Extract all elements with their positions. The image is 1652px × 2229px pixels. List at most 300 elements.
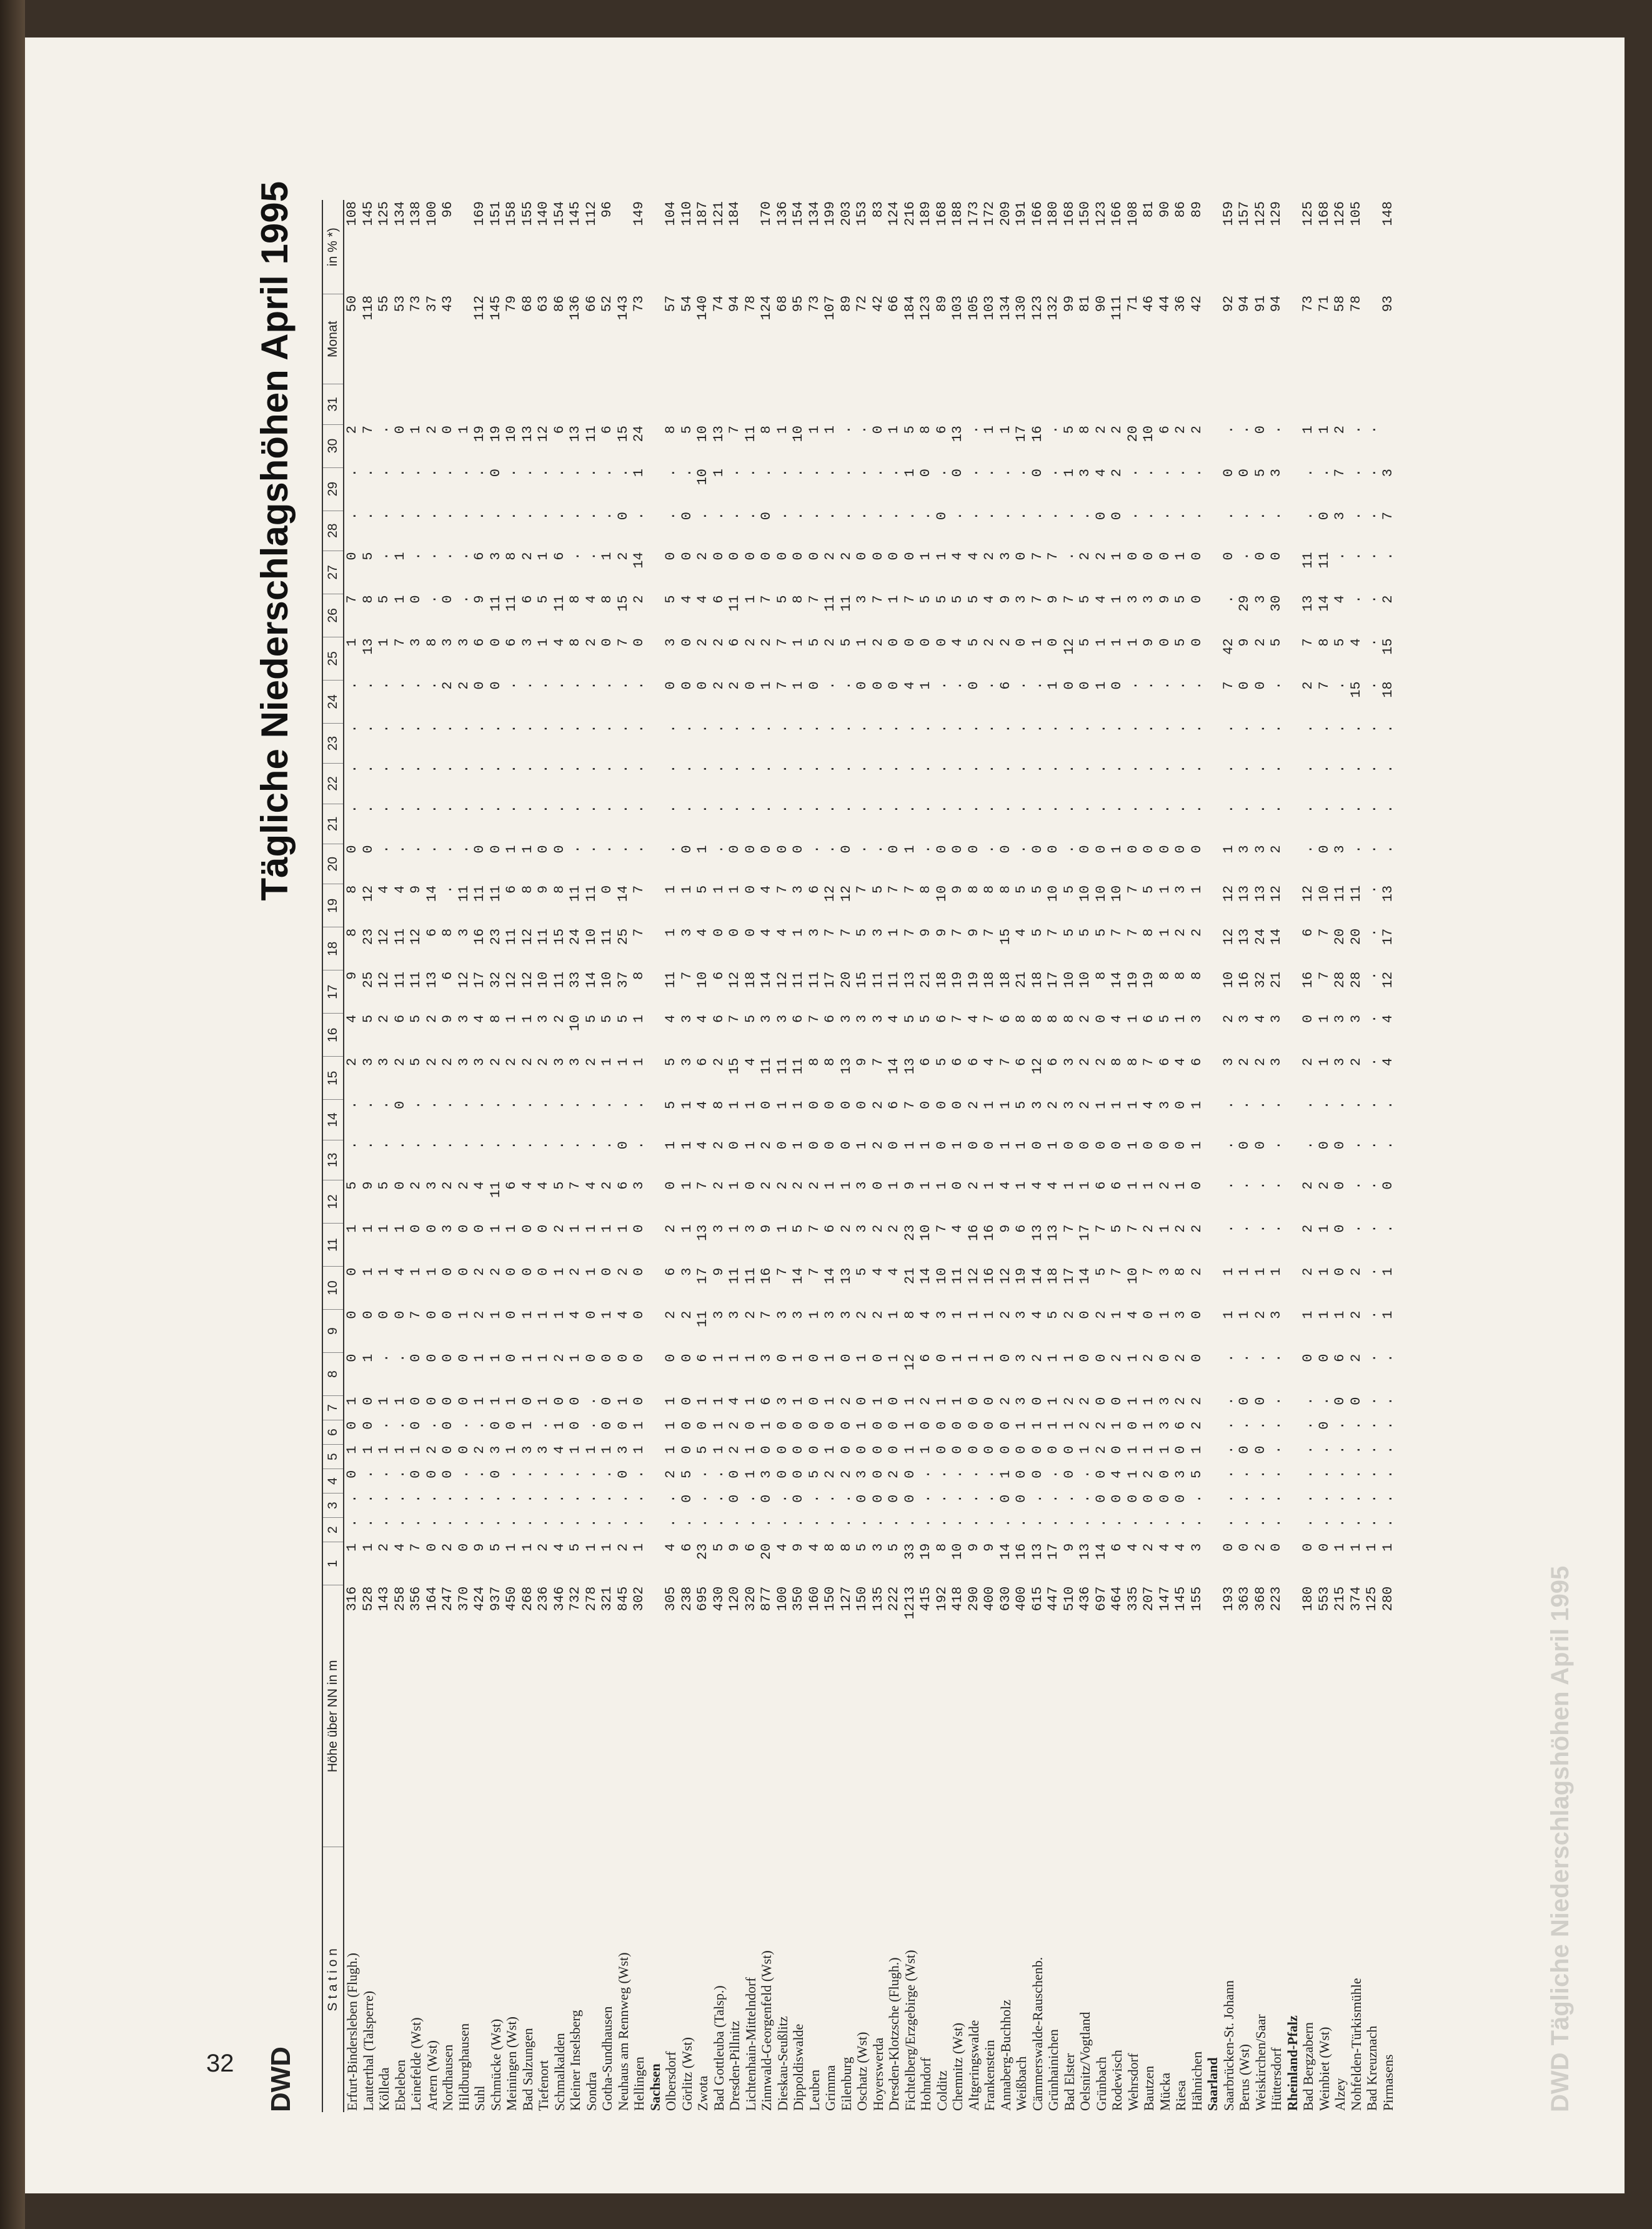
station-name: Sondra	[583, 2072, 599, 2111]
day-value: .	[567, 1141, 584, 1150]
day-value: .	[1173, 1518, 1189, 1527]
day-value: .	[424, 845, 440, 854]
day-value: 0	[615, 512, 631, 521]
day-value: 0	[583, 1310, 599, 1319]
day-value: 1	[1316, 426, 1332, 434]
day-value: .	[551, 1518, 567, 1527]
day-value: 1	[1013, 1421, 1030, 1430]
col-day-25: 25	[322, 637, 344, 680]
day-value: 1	[519, 1310, 535, 1319]
day-value: .	[1013, 764, 1030, 773]
day-value: 0	[615, 1141, 631, 1150]
day-value: 0	[487, 638, 504, 647]
day-value: 5	[695, 885, 711, 894]
day-value	[1205, 467, 1221, 511]
day-value	[647, 467, 664, 511]
day-value: .	[1364, 1518, 1380, 1527]
day-value: 7	[567, 1181, 584, 1190]
day-value: .	[870, 845, 886, 854]
day-value: 2	[1141, 1354, 1157, 1362]
day-value: .	[870, 805, 886, 814]
day-value	[966, 384, 982, 424]
day-value: 2	[1045, 1100, 1062, 1110]
station-name: Frankenstein	[982, 2040, 998, 2111]
day-value: .	[583, 1141, 599, 1150]
day-value: 8	[440, 928, 456, 937]
day-value: 2	[886, 1470, 902, 1479]
day-value: 14	[886, 1057, 902, 1075]
day-value: .	[1300, 1141, 1316, 1150]
day-value: 1	[1348, 1543, 1364, 1552]
day-value: 5	[965, 595, 982, 604]
day-value: 11	[583, 426, 599, 442]
day-value	[790, 384, 807, 424]
day-value: 3	[1157, 1397, 1173, 1405]
day-value: .	[487, 1141, 504, 1150]
day-value: .	[1125, 512, 1141, 521]
day-value: 10	[695, 426, 711, 442]
day-value: 1	[360, 1267, 376, 1276]
day-value: 0	[679, 681, 695, 690]
col-day-2: 2	[322, 1518, 344, 1542]
day-value: 23	[902, 1224, 918, 1241]
day-value: 2	[440, 1181, 456, 1190]
day-value: 16	[1237, 971, 1253, 989]
day-value: .	[1029, 681, 1045, 690]
day-value: 11	[408, 971, 424, 989]
day-value: 1	[1316, 1224, 1332, 1233]
day-value: 12	[822, 885, 838, 902]
day-value: .	[1364, 1421, 1380, 1430]
day-value: 13	[567, 426, 584, 442]
day-value: .	[376, 512, 392, 521]
day-value: 0	[806, 1445, 822, 1454]
day-value: 2	[1316, 1181, 1332, 1190]
month-total: 112	[472, 295, 488, 321]
day-value: 3	[774, 1014, 790, 1024]
day-value: .	[631, 724, 647, 733]
day-value: 8	[1157, 971, 1173, 980]
day-value: 13	[902, 971, 918, 989]
day-value: 0	[344, 1470, 361, 1479]
month-total: 140	[695, 295, 711, 321]
day-value: .	[1061, 512, 1077, 521]
day-value: .	[440, 1494, 456, 1503]
day-value: 0	[535, 1267, 552, 1276]
day-value: 7	[997, 1057, 1013, 1067]
col-day-30: 30	[322, 424, 344, 467]
day-value: 16	[1013, 1543, 1030, 1560]
day-value	[1253, 384, 1269, 424]
day-value: 1	[710, 885, 727, 894]
day-value: 1	[360, 1354, 376, 1362]
day-value: .	[918, 1494, 934, 1503]
day-value: .	[1045, 724, 1062, 733]
day-value: .	[1077, 805, 1093, 814]
day-value: 1	[487, 1310, 504, 1319]
day-value: .	[710, 724, 727, 733]
day-value: .	[551, 1100, 567, 1110]
day-value: .	[1268, 805, 1285, 814]
day-value: 2	[1093, 1421, 1109, 1430]
day-value: 0	[599, 885, 615, 894]
percent-value: 168	[1316, 201, 1332, 226]
day-value: .	[774, 1494, 790, 1503]
day-value: 3	[774, 1310, 790, 1319]
day-value: 0	[759, 1445, 775, 1454]
day-value: 1	[918, 1141, 934, 1150]
month-total: 81	[1077, 295, 1093, 312]
day-value: 1	[1109, 845, 1125, 854]
day-value: .	[1364, 1354, 1380, 1362]
day-value: 20	[1348, 928, 1364, 945]
day-value: .	[759, 1518, 775, 1527]
day-value: 1	[1045, 681, 1062, 690]
day-value: .	[1348, 1181, 1364, 1190]
day-value: 6	[551, 552, 567, 561]
station-height: 215	[1332, 1586, 1348, 1612]
day-value: 0	[742, 885, 759, 894]
table-row	[567, 200, 584, 2112]
day-value: 8	[1061, 1014, 1077, 1024]
day-value: .	[1220, 1397, 1237, 1405]
day-value: 11	[774, 1057, 790, 1075]
day-value: 5	[1077, 928, 1093, 937]
day-value: 9	[759, 1224, 775, 1233]
day-value: 2	[519, 1057, 535, 1067]
day-value: 5	[1268, 638, 1285, 647]
day-value: 7	[822, 928, 838, 937]
percent-value: 145	[567, 201, 584, 226]
day-value: .	[1300, 1100, 1316, 1110]
day-value: 2	[1093, 1445, 1109, 1454]
day-value: 0	[997, 1445, 1013, 1454]
day-value: 10	[1220, 971, 1237, 989]
day-value: 2	[376, 1543, 392, 1552]
day-value: 3	[1332, 512, 1348, 521]
day-value: 0	[455, 1445, 472, 1454]
day-value: 8	[424, 638, 440, 647]
day-value: 6	[933, 426, 950, 434]
table-row	[1268, 200, 1285, 2112]
day-value: 0	[615, 1354, 631, 1362]
station-height: 321	[599, 1586, 615, 1612]
day-value: 24	[567, 928, 584, 945]
day-value: 1	[344, 1397, 361, 1405]
station-height: 464	[1109, 1586, 1125, 1612]
day-value: 2	[1173, 928, 1189, 937]
day-value: .	[663, 805, 679, 814]
station-name: Annaberg-Buchholz	[997, 2000, 1013, 2111]
day-value: 0	[1157, 638, 1173, 647]
day-value: .	[742, 724, 759, 733]
day-value: .	[408, 469, 424, 477]
day-value: 0	[1013, 1494, 1030, 1503]
day-value	[647, 1445, 664, 1469]
day-value: .	[408, 512, 424, 521]
day-value: 1	[1173, 552, 1189, 561]
day-value: 2	[806, 1181, 822, 1190]
day-value: 0	[1237, 1543, 1253, 1552]
day-value: 1	[806, 426, 822, 434]
day-value: 9	[472, 595, 488, 604]
day-value: .	[1300, 845, 1316, 854]
day-value: .	[551, 1141, 567, 1150]
day-value: 11	[759, 1057, 775, 1075]
day-value: 14	[615, 885, 631, 902]
day-value: 12	[838, 885, 854, 902]
day-value: .	[982, 681, 998, 690]
day-value: 7	[1380, 512, 1396, 521]
station-name: Leinefelde (Wst)	[408, 2017, 424, 2111]
day-value	[504, 384, 520, 424]
day-value: .	[360, 1470, 376, 1479]
station-name: Grünhainichen	[1045, 2029, 1062, 2111]
day-value: .	[615, 764, 631, 773]
station-height: 268	[519, 1586, 535, 1612]
day-value: 4	[1045, 1181, 1062, 1190]
day-value: 30	[1268, 595, 1285, 612]
percent-value: 89	[1188, 201, 1205, 218]
day-value: 11	[551, 595, 567, 612]
day-value: 3	[1125, 595, 1141, 604]
day-value: 4	[870, 1267, 886, 1276]
day-value: .	[997, 724, 1013, 733]
day-value: 1	[950, 1310, 966, 1319]
day-value: 1	[1332, 1310, 1348, 1319]
day-value: 0	[886, 845, 902, 854]
day-value: 13	[1380, 885, 1396, 902]
day-value: 25	[615, 928, 631, 945]
day-value: .	[790, 724, 807, 733]
station-height: 290	[965, 1586, 982, 1612]
day-value: 0	[918, 638, 934, 647]
day-value: .	[1188, 724, 1205, 733]
day-value	[1189, 384, 1205, 424]
day-value: .	[742, 764, 759, 773]
day-value: .	[360, 724, 376, 733]
day-value: 0	[472, 1224, 488, 1233]
day-value	[408, 384, 424, 424]
day-value: .	[950, 1494, 966, 1503]
table-row	[934, 200, 950, 2112]
day-value: .	[1300, 1494, 1316, 1503]
day-value: 1	[679, 1100, 695, 1110]
day-value: 2	[710, 1057, 727, 1067]
day-value: 5	[551, 1181, 567, 1190]
day-value: .	[695, 512, 711, 521]
table-row	[1237, 200, 1253, 2112]
percent-value: 83	[870, 201, 886, 218]
day-value: 2	[583, 638, 599, 647]
station-height: 305	[663, 1586, 679, 1612]
col-day-8: 8	[322, 1353, 344, 1396]
day-value: .	[982, 1494, 998, 1503]
day-value: 0	[790, 552, 807, 561]
day-value: .	[599, 469, 615, 477]
day-value: 0	[424, 1310, 440, 1319]
day-value: .	[1077, 1494, 1093, 1503]
day-value: 0	[1220, 1543, 1237, 1552]
month-total: 43	[440, 295, 456, 312]
day-value: 2	[551, 1354, 567, 1362]
day-value: 8	[1029, 1014, 1045, 1024]
day-value: 4	[774, 928, 790, 937]
day-value: .	[519, 805, 535, 814]
day-value: 1	[1157, 885, 1173, 894]
day-value: 2	[759, 1181, 775, 1190]
day-value	[727, 384, 743, 424]
day-value: .	[933, 724, 950, 733]
day-value: 14	[1077, 1267, 1093, 1284]
day-value: .	[455, 1141, 472, 1150]
day-value: .	[392, 1470, 408, 1479]
day-value: .	[424, 805, 440, 814]
table-row	[1364, 200, 1380, 2112]
day-value: 2	[1173, 1224, 1189, 1233]
day-value: 3	[455, 638, 472, 647]
day-value: 9	[1237, 638, 1253, 647]
day-value: .	[1077, 724, 1093, 733]
percent-value: 209	[997, 201, 1013, 226]
day-value: 12	[519, 971, 535, 989]
day-value: 0	[1157, 1494, 1173, 1503]
day-value: 11	[790, 971, 807, 989]
day-value	[1285, 1518, 1301, 1542]
day-value: .	[376, 1141, 392, 1150]
day-value	[647, 1014, 664, 1057]
percent-value: 168	[1061, 201, 1077, 226]
day-value: 2	[455, 681, 472, 690]
month-total: 124	[759, 295, 775, 321]
day-value: 1	[997, 1100, 1013, 1110]
day-value: 0	[1252, 1445, 1268, 1454]
day-value: .	[1077, 1470, 1093, 1479]
day-value: 0	[1157, 845, 1173, 854]
table-row	[1253, 200, 1269, 2112]
table-row	[472, 200, 488, 2112]
day-value: 5	[663, 1057, 679, 1067]
station-name: Bad Kreuznach	[1364, 2025, 1380, 2111]
day-value: 20	[1125, 426, 1141, 442]
day-value: 0	[376, 1310, 392, 1319]
day-value: 0	[1061, 681, 1077, 690]
percent-value: 112	[583, 201, 599, 226]
day-value: 1	[854, 1354, 870, 1362]
day-value: 11	[790, 1057, 807, 1075]
day-value: .	[360, 1100, 376, 1110]
day-value: .	[1220, 1470, 1237, 1479]
day-value	[1285, 1014, 1301, 1057]
day-value: 4	[663, 1543, 679, 1552]
day-value: .	[344, 1494, 361, 1503]
day-value: 1	[886, 1310, 902, 1319]
group-row	[1285, 200, 1301, 2112]
day-value: 7	[902, 595, 918, 604]
day-value: .	[838, 764, 854, 773]
day-value: .	[1268, 1100, 1285, 1110]
day-value: .	[1364, 426, 1380, 434]
day-value: .	[965, 1470, 982, 1479]
day-value	[1285, 1267, 1301, 1310]
day-value: .	[822, 681, 838, 690]
day-value	[647, 1518, 664, 1542]
day-value: 0	[838, 845, 854, 854]
day-value: 0	[1109, 681, 1125, 690]
day-value	[1205, 1267, 1221, 1310]
day-value: 5	[806, 638, 822, 647]
day-value: 10	[1109, 885, 1125, 902]
station-height: 302	[631, 1586, 647, 1612]
percent-value: 150	[1077, 201, 1093, 226]
day-value: 7	[982, 1014, 998, 1024]
day-value: .	[583, 845, 599, 854]
percent-value	[1364, 200, 1380, 294]
day-value: 3	[838, 1310, 854, 1319]
day-value: 21	[918, 971, 934, 989]
station-height: 223	[1268, 1586, 1285, 1612]
day-value: 4	[1029, 1181, 1045, 1190]
day-value: .	[599, 1100, 615, 1110]
day-value: .	[1364, 1141, 1380, 1150]
day-value: 8	[822, 1543, 838, 1552]
station-name: Saarland	[1205, 2057, 1221, 2111]
station-name: Dresden-Pillnitz	[727, 2020, 743, 2111]
table-row	[966, 200, 982, 2112]
day-value	[1205, 1014, 1221, 1057]
day-value: 2	[870, 1224, 886, 1233]
day-value: 1	[376, 1224, 392, 1233]
day-value: 0	[408, 1470, 424, 1479]
day-value: .	[519, 764, 535, 773]
day-value: 1	[1045, 1421, 1062, 1430]
day-value: 17	[822, 971, 838, 989]
day-value: 0	[551, 1397, 567, 1405]
day-value: 7	[615, 638, 631, 647]
day-value: .	[822, 469, 838, 477]
day-value: 0	[902, 1470, 918, 1479]
day-value: 1	[1013, 1181, 1030, 1190]
day-value: .	[1380, 1421, 1396, 1430]
day-value: .	[950, 724, 966, 733]
day-value	[934, 384, 950, 424]
day-value: 0	[472, 681, 488, 690]
day-value: 2	[918, 1397, 934, 1405]
day-value: .	[1380, 1470, 1396, 1479]
day-value: .	[774, 805, 790, 814]
day-value: 9	[982, 1543, 998, 1552]
station-height: 258	[392, 1586, 408, 1612]
day-value: 1	[504, 1224, 520, 1233]
day-value: 0	[424, 1470, 440, 1479]
day-value: 2	[759, 638, 775, 647]
day-value: .	[918, 1470, 934, 1479]
station-name: Berus (Wst)	[1237, 2044, 1253, 2111]
day-value: .	[1013, 469, 1030, 477]
station-name: Suhl	[472, 2085, 488, 2111]
day-value: .	[1268, 1224, 1285, 1233]
day-value: 3	[1141, 595, 1157, 604]
table-row	[520, 200, 536, 2112]
table-row	[743, 200, 759, 2112]
day-value: .	[918, 512, 934, 521]
group-row	[1205, 200, 1221, 2112]
station-name: Hildburghausen	[455, 2023, 472, 2111]
day-value: 4	[695, 595, 711, 604]
day-value: 4	[1109, 1470, 1125, 1479]
day-value: 17	[472, 971, 488, 989]
day-value: 1	[982, 1354, 998, 1362]
